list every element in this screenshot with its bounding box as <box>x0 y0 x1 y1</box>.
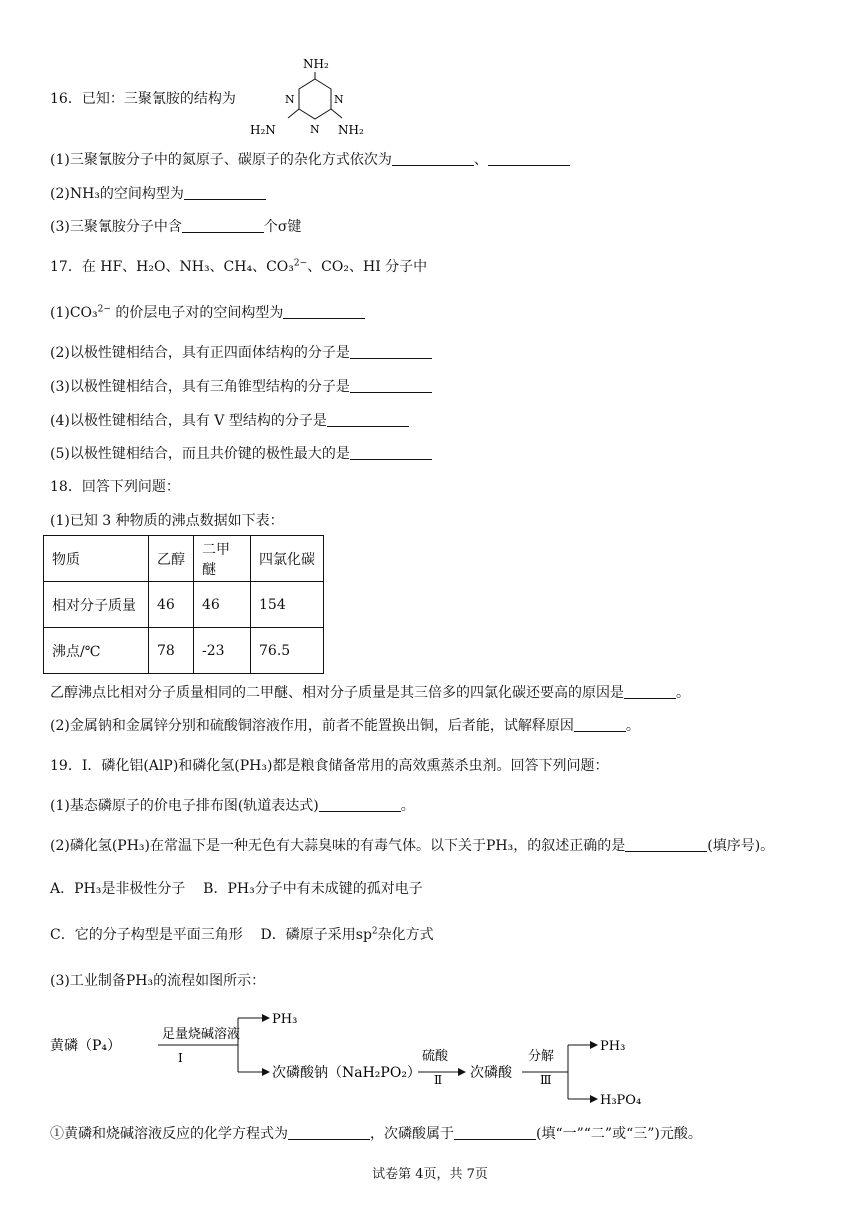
table-cell: 76.5 <box>251 628 324 674</box>
option-b: B．PH₃分子中有未成键的孤对电子 <box>203 881 423 897</box>
struct-left-h2n: H₂N <box>250 123 276 137</box>
flow-start: 黄磷（P₄） <box>50 1038 122 1054</box>
arrow-icon <box>590 1041 598 1049</box>
answer-blank[interactable] <box>350 378 432 393</box>
flow-out2: PH₃ <box>600 1039 626 1054</box>
table-header-cell: 四氯化碳 <box>251 536 324 582</box>
q16-part1: (1)三聚氰胺分子中的氮原子、碳原子的杂化方式依次为 、 <box>50 151 570 169</box>
melamine-structure <box>250 52 370 142</box>
flow-step2-top: 硫酸 <box>422 1049 449 1064</box>
table-row <box>44 628 324 674</box>
q17-part3: (3)以极性键相结合，具有三角锥型结构的分子是 <box>50 378 432 396</box>
answer-blank[interactable] <box>574 717 626 732</box>
bond-right <box>331 109 342 118</box>
q17-part1: (1)CO₃$^{2-}$ 的价层电子对的空间构型为 <box>50 304 365 322</box>
flow-step3-top: 分解 <box>528 1049 555 1064</box>
flow-step1-top: 足量烧碱溶液 <box>162 1027 241 1042</box>
ring-n-1: N <box>285 93 295 106</box>
q16-intro: 16．已知：三聚氰胺的结构为 <box>50 91 236 107</box>
table-cell: 154 <box>251 582 324 628</box>
table-cell: 46 <box>149 582 194 628</box>
option-c: C．它的分子构型是平面三角形 <box>50 927 243 943</box>
q19-part2: (2)磷化氢(PH₃)在常温下是一种无色有大蒜臭味的有毒气体。以下关于PH₃，的叙述正确的是 (填序号)。 <box>50 838 775 854</box>
flow-mid2: 次磷酸 <box>470 1065 512 1081</box>
table-header-cell: 物质 <box>44 536 149 582</box>
q19-sub1: ①黄磷和烧碱溶液反应的化学方程式为 ，次磷酸属于 (填“一”“二”或“三”)元酸。 <box>50 1126 702 1142</box>
arrow-icon <box>262 1068 270 1076</box>
answer-blank[interactable] <box>350 445 432 460</box>
ring-n-2: N <box>334 93 344 106</box>
table-cell: 沸点/℃ <box>44 628 149 674</box>
option-a: A．PH₃是非极性分子 <box>50 881 186 897</box>
table-header-cell: 乙醇 <box>149 536 194 582</box>
option-d: D．磷原子采用$sp^2$杂化方式 <box>260 926 434 943</box>
answer-blank[interactable] <box>625 837 707 852</box>
boiling-point-table <box>43 535 324 674</box>
q19-options-ab <box>50 880 423 898</box>
struct-right-nh2: NH₂ <box>338 123 364 137</box>
arrow-icon <box>262 1014 270 1022</box>
q17-part2: (2)以极性键相结合，具有正四面体结构的分子是 <box>50 344 432 362</box>
q17-part5: (5)以极性键相结合，而且共价键的极性最大的是 <box>50 445 432 463</box>
answer-blank[interactable] <box>454 1125 536 1140</box>
arrow-icon <box>590 1095 598 1103</box>
answer-blank[interactable] <box>488 151 570 166</box>
answer-blank[interactable] <box>327 412 409 427</box>
answer-blank[interactable] <box>184 185 266 200</box>
page-footer: 试卷第 4页，共 7页 <box>372 1167 488 1182</box>
table-cell: 78 <box>149 628 194 674</box>
q17-part4: (4)以极性键相结合，具有 V 型结构的分子是 <box>50 412 409 430</box>
table-header-row <box>44 536 324 582</box>
q18-part2: (2)金属钠和金属锌分别和硫酸铜溶液作用，前者不能置换出铜，后者能，试解释原因 。 <box>50 718 640 734</box>
triazine-ring <box>299 79 331 119</box>
answer-blank[interactable] <box>319 797 401 812</box>
q17-intro: 17．在 HF、H₂O、NH₃、CH₄、CO₃$^{2-}$、CO₂、HI 分子中 <box>50 258 428 275</box>
answer-blank[interactable] <box>392 151 474 166</box>
answer-blank[interactable] <box>624 684 676 699</box>
q18-intro: 18．回答下列问题： <box>50 479 180 495</box>
flow-out3: H₃PO₄ <box>600 1093 642 1108</box>
flow-step2-bottom: Ⅱ <box>434 1073 443 1087</box>
ph3-process-flow-diagram <box>50 1010 670 1110</box>
q19-options-cd <box>50 926 434 944</box>
bond-left <box>288 109 299 118</box>
flow-step3-bottom: Ⅲ <box>540 1073 552 1087</box>
q19-part3: (3)工业制备PH₃的流程如图所示： <box>50 973 266 989</box>
table-header-cell: 二甲醚 <box>194 536 251 582</box>
answer-blank[interactable] <box>288 1125 370 1140</box>
table-cell: 相对分子质量 <box>44 582 149 628</box>
q19-intro: 19．Ⅰ．磷化铝(AlP)和磷化氢(PH₃)都是粮食储备常用的高效熏蒸杀虫剂。回答下列问题： <box>50 758 609 774</box>
q18-part1: (1)已知 3 种物质的沸点数据如下表： <box>50 513 284 529</box>
table-cell: 46 <box>194 582 251 628</box>
q16-part2: (2)NH₃的空间构型为 <box>50 185 266 203</box>
flow-step1-bottom: Ⅰ <box>178 1051 183 1065</box>
q16-part3: (3)三聚氰胺分子中含 个σ键 <box>50 219 302 235</box>
answer-blank[interactable] <box>182 218 264 233</box>
table-row <box>44 582 324 628</box>
struct-top-nh2: NH₂ <box>303 57 329 71</box>
answer-blank[interactable] <box>350 344 432 359</box>
flow-mid: 次磷酸钠（NaH₂PO₂） <box>272 1065 421 1081</box>
answer-blank[interactable] <box>283 304 365 319</box>
table-cell: -23 <box>194 628 251 674</box>
flow-out1: PH₃ <box>272 1012 298 1027</box>
ring-n-3: N <box>310 123 320 136</box>
arrow-icon <box>458 1068 466 1076</box>
q18-after-table: 乙醇沸点比相对分子质量相同的二甲醚、相对分子质量是其三倍多的四氯化碳还要高的原因是 。 <box>50 685 690 701</box>
q19-part1: (1)基态磷原子的价电子排布图(轨道表达式) 。 <box>50 798 415 814</box>
